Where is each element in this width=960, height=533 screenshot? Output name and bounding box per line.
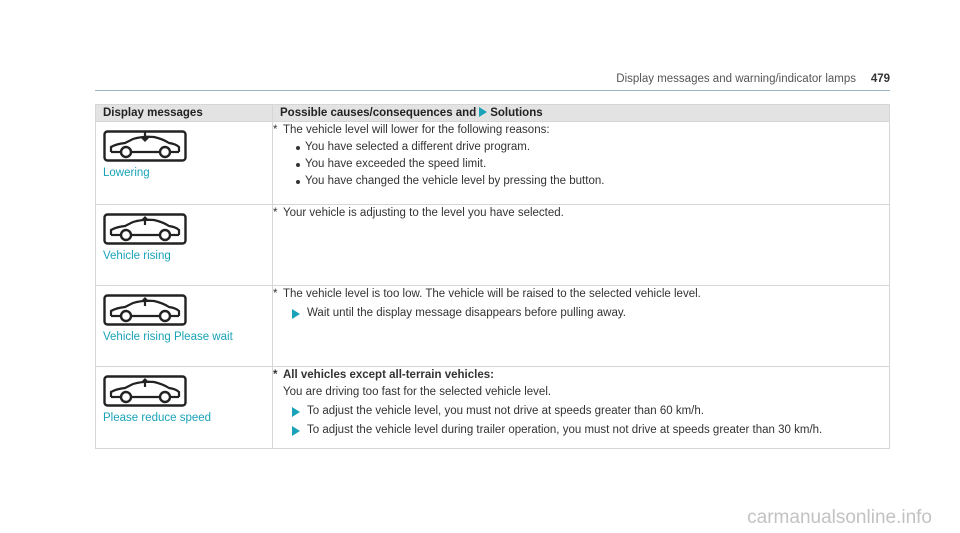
table-row	[96, 122, 890, 205]
message-label: Please reduce speed	[103, 412, 212, 424]
header-title: Display messages and warning/indicator lamps	[616, 73, 856, 85]
play-triangle-icon	[292, 426, 300, 436]
table-row	[96, 286, 890, 367]
play-triangle-icon	[292, 407, 300, 417]
action-step: Wait until the display message disappears before pulling away.	[307, 307, 626, 319]
message-label: Lowering	[103, 167, 150, 179]
asterisk-marker: *	[273, 369, 278, 381]
cause-text: The vehicle level is too low. The vehicle will be raised to the selected vehicle level.	[283, 288, 701, 300]
column-header-causes-solutions	[273, 105, 890, 122]
asterisk-marker: *	[273, 124, 278, 136]
description-cell	[273, 286, 890, 367]
play-triangle-icon	[479, 107, 487, 117]
description-cell	[273, 122, 890, 205]
car-lowering-icon	[103, 130, 187, 162]
table-row	[96, 205, 890, 286]
cause-bullet: You have selected a different drive program.	[305, 141, 531, 153]
message-label: Vehicle rising Please wait	[103, 331, 233, 343]
action-step: To adjust the vehicle level, you must not drive at speeds greater than 60 km/h.	[307, 405, 704, 417]
symbol-cell	[96, 286, 273, 367]
column-header-causes: Possible causes/consequences and	[280, 107, 477, 119]
symbol-cell	[96, 205, 273, 286]
display-messages-table	[95, 104, 890, 449]
table-row	[96, 367, 890, 449]
asterisk-marker: *	[273, 288, 278, 300]
symbol-cell	[96, 367, 273, 449]
bullet-icon	[296, 146, 300, 150]
column-header-display-messages: Display messages	[96, 105, 273, 122]
page-number: 479	[870, 73, 890, 85]
watermark: carmanualsonline.info	[747, 507, 932, 528]
action-step: To adjust the vehicle level during trailer operation, you must not drive at speeds greater than 30 km/h.	[307, 424, 823, 436]
symbol-cell	[96, 122, 273, 205]
bullet-icon	[296, 180, 300, 184]
cause-text: The vehicle level will lower for the following reasons:	[283, 124, 550, 136]
car-rising-icon	[103, 213, 187, 245]
bullet-icon	[296, 163, 300, 167]
cause-heading: All vehicles except all-terrain vehicles:	[283, 369, 494, 381]
description-cell	[273, 367, 890, 449]
message-label: Vehicle rising	[103, 250, 171, 262]
column-header-solutions: Solutions	[490, 107, 543, 119]
car-rising-icon	[103, 375, 187, 407]
description-cell	[273, 205, 890, 286]
cause-text: You are driving too fast for the selected vehicle level.	[283, 386, 552, 398]
car-rising-icon	[103, 294, 187, 326]
cause-bullet: You have changed the vehicle level by pressing the button.	[305, 175, 605, 187]
asterisk-marker: *	[273, 207, 278, 219]
cause-text: Your vehicle is adjusting to the level you have selected.	[283, 207, 564, 219]
cause-bullet: You have exceeded the speed limit.	[305, 158, 487, 170]
play-triangle-icon	[292, 309, 300, 319]
page-header	[95, 66, 890, 91]
